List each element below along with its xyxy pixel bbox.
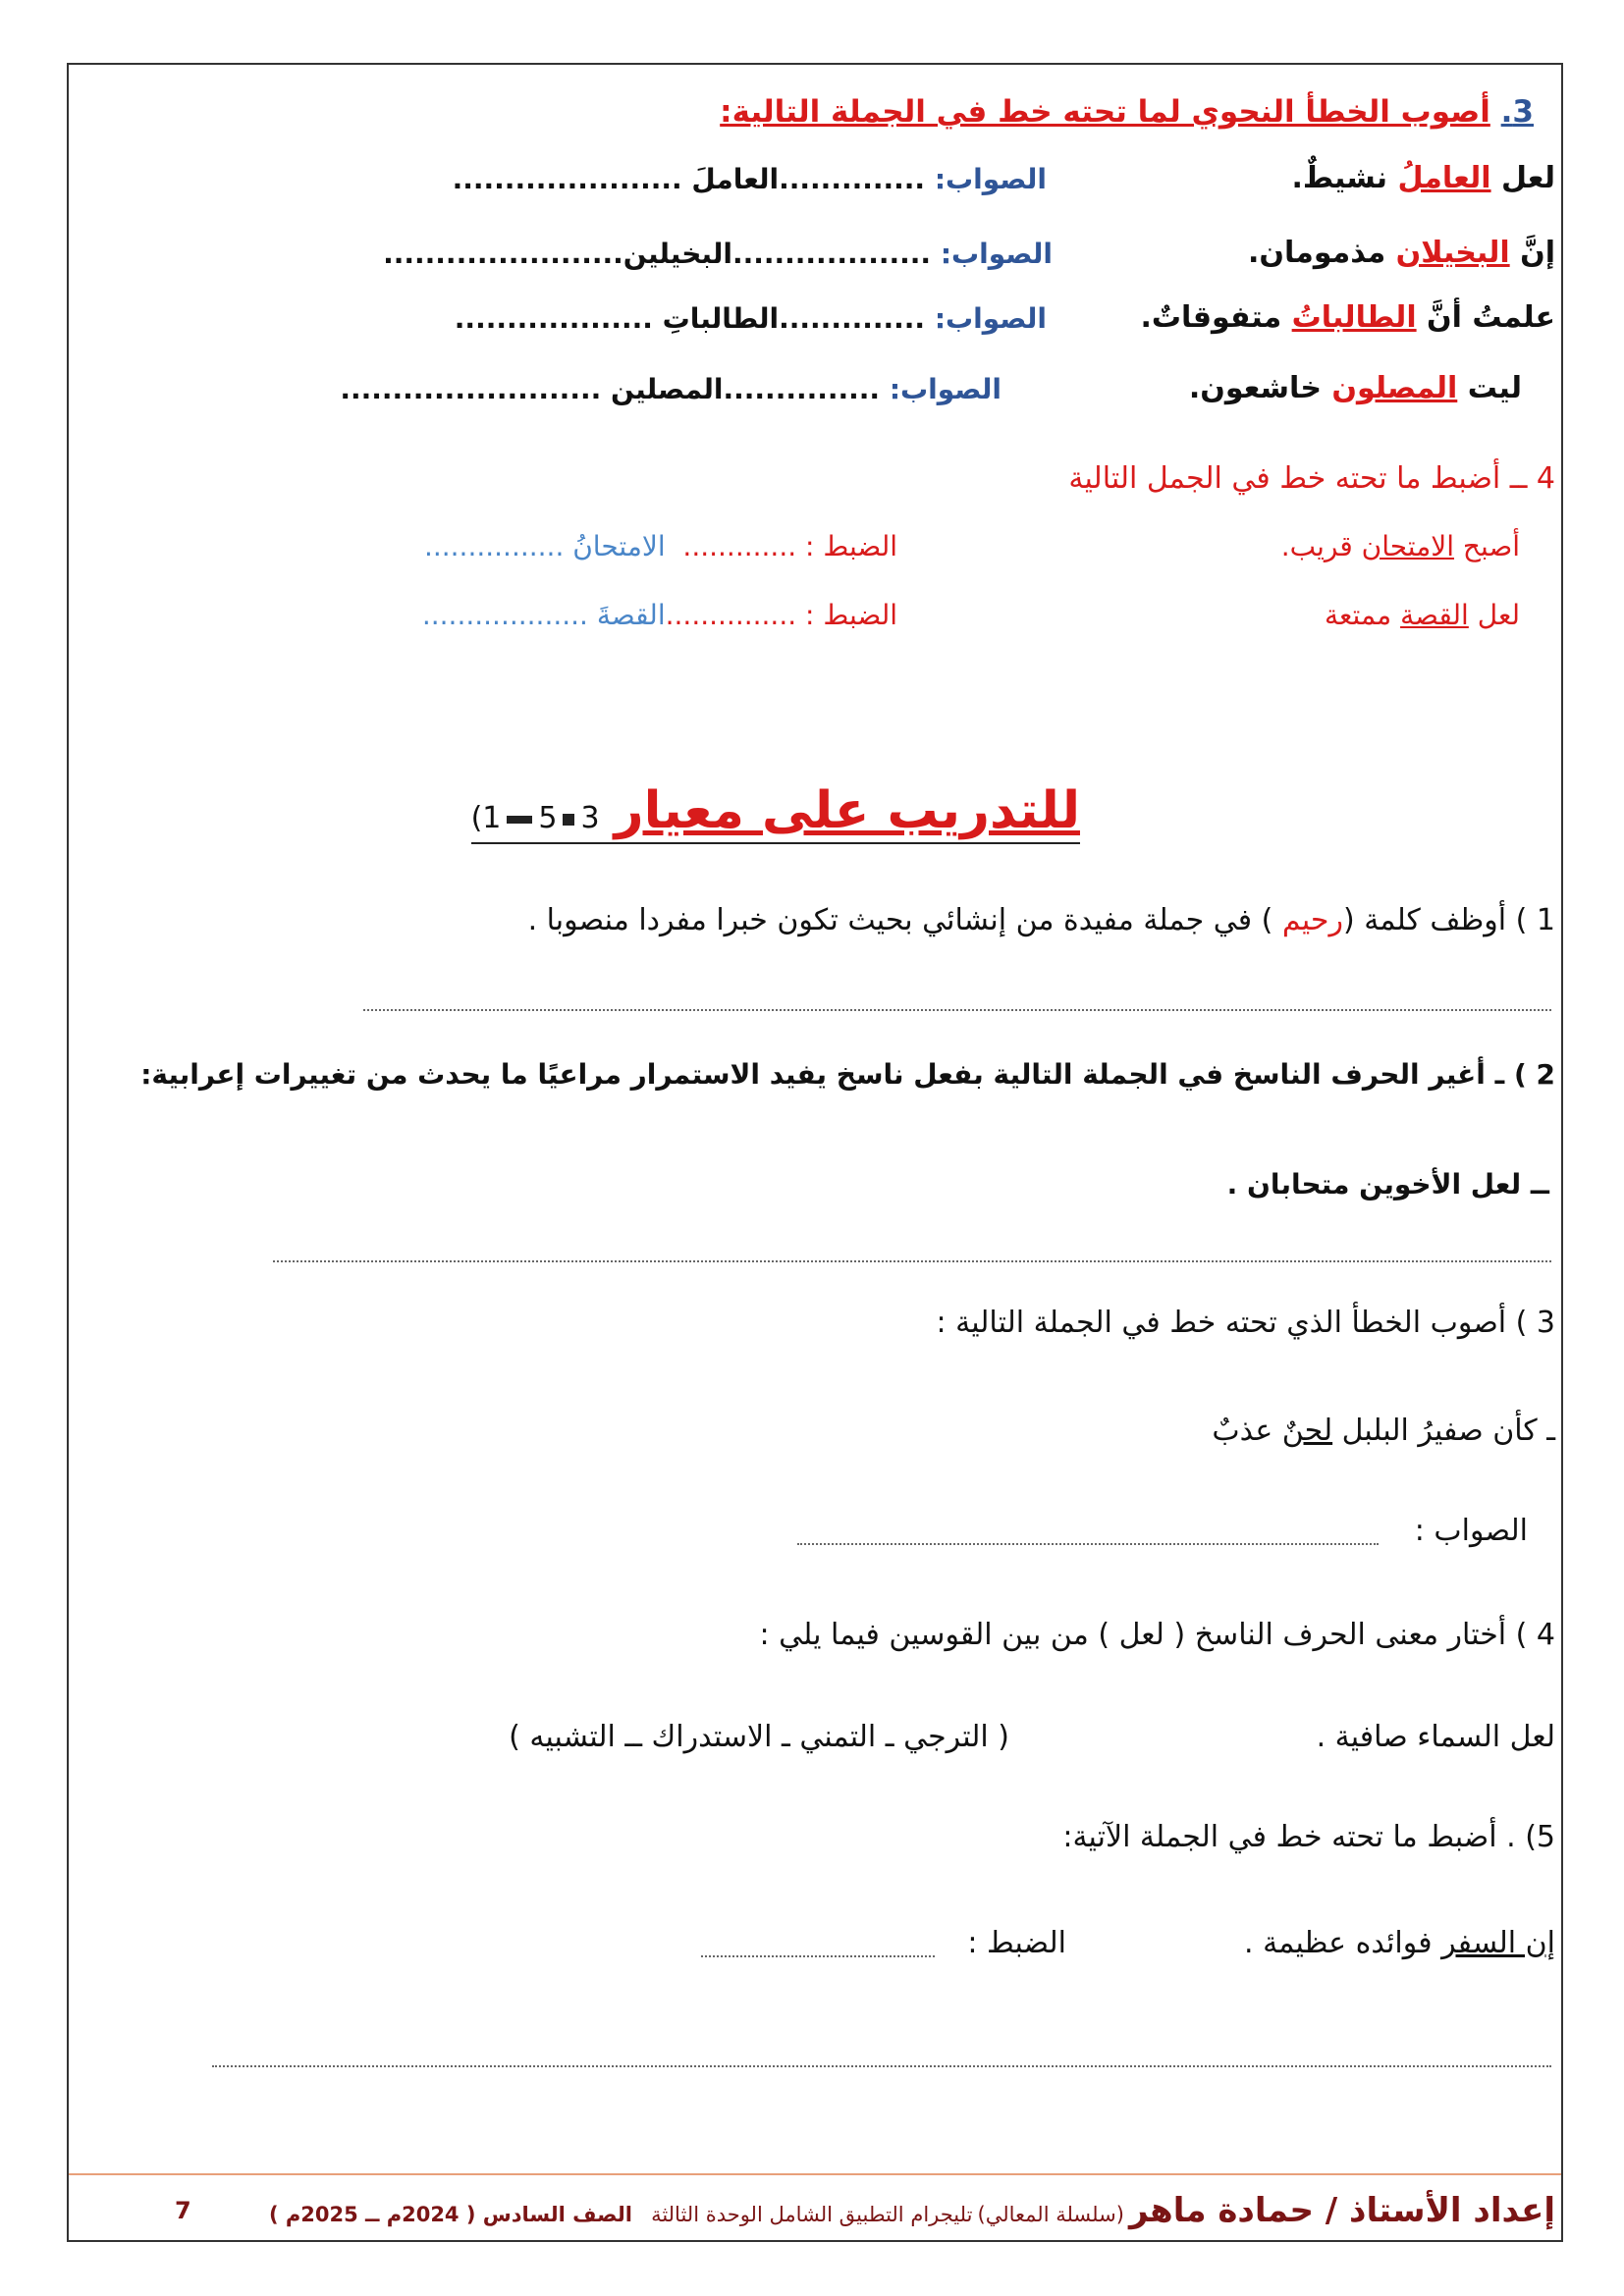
q3-answer-2: الصواب: ...................البخيلين....................... <box>383 238 1053 270</box>
footer-series: (سلسلة المعالي) <box>977 2203 1124 2226</box>
exercise-3-sentence: ـ كأن صفيرُ البلبل لحنٌ عذبٌ <box>1212 1414 1555 1448</box>
q3-sentence-1: لعل العاملُ نشيطٌ. <box>1291 161 1555 195</box>
footer-grade: الصف السادس ( 2024م ــ 2025م ) <box>268 2203 632 2226</box>
answer-line-6[interactable] <box>212 2065 1551 2067</box>
footer-channel: تليجرام التطبيق الشامل الوحدة الثالثة <box>651 2203 973 2226</box>
q3-answer-1: الصواب: ..............العاملَ ...................... <box>452 163 1047 195</box>
exercise-4: 4 ) أختار معنى الحرف الناسخ ( لعل ) من بين القوسين فيما يلي : <box>759 1618 1555 1652</box>
q4-title: 4 ــ أضبط ما تحته خط في الجمل التالية <box>1068 461 1555 496</box>
q4-answer-1: الضبط : ............. الامتحانُ ................ <box>423 530 897 562</box>
exercise-2: 2 ) ـ أغير الحرف الناسخ في الجملة التالية بفعل ناسخ يفيد الاستمرار مراعيًا ما يحدث من تغييرات إعرابية: <box>140 1058 1555 1091</box>
q3-answer-3: الصواب: ..............الطالباتِ ................... <box>454 302 1047 335</box>
exercise-1: 1 ) أوظف كلمة (رحيم ) في جملة مفيدة من إنشائي بحيث تكون خبرا مفردا منصوبا . <box>527 903 1555 937</box>
page-number: 7 <box>175 2197 191 2224</box>
standard-code: 351) <box>470 801 600 835</box>
q3-sentence-3: علمتُ أنَّ الطالباتُ متفوقاتٌ. <box>1140 300 1555 335</box>
q3-sentence-2: إنَّ البخيلان مذمومان. <box>1248 236 1555 270</box>
exercise-5-sentence: إن السفر فوائده عظيمة . <box>1244 1926 1555 1960</box>
exercise-4-sentence: لعل السماء صافية . <box>1316 1720 1555 1754</box>
q4-sentence-2: لعل القصة ممتعة <box>1325 599 1520 631</box>
q3-answer-4: الصواب: ...............المصلين ......................... <box>340 373 1001 405</box>
q3-number: 3. <box>1500 94 1534 130</box>
q3-sentence-4: ليت المصلون خاشعون. <box>1188 371 1522 405</box>
exercise-3: 3 ) أصوب الخطأ الذي تحته خط في الجملة التالية : <box>936 1306 1555 1340</box>
exercise-4-options: ( الترجي ـ التمني ـ الاستدراك ــ التشبيه ) <box>509 1720 1009 1754</box>
exercise-3-answer-label: الصواب : <box>1414 1514 1528 1548</box>
q3-heading <box>720 94 1534 130</box>
answer-line-5[interactable] <box>701 1955 935 1957</box>
q4-answer-2: الضبط : ...............القصةَ ................... <box>421 599 897 631</box>
q3-title: أصوب الخطأ النحوي لما تحته خط في الجملة التالية: <box>720 94 1490 130</box>
answer-line-2[interactable] <box>273 1260 1551 1262</box>
answer-line-1[interactable] <box>363 1009 1551 1011</box>
footer-author: إعداد الأستاذ / حمادة ماهر <box>1128 2191 1555 2230</box>
answer-line-3[interactable] <box>797 1543 1379 1545</box>
q4-sentence-1: أصبح الامتحان قريب. <box>1280 530 1520 562</box>
exercise-2-sentence: ــ لعل الأخوين متحابان . <box>1226 1168 1549 1201</box>
training-heading <box>471 781 1080 844</box>
training-title: للتدريب على معيار <box>614 781 1080 840</box>
exercise-5-label: الضبط : <box>967 1926 1066 1960</box>
footer-divider <box>69 2173 1561 2175</box>
exercise-5: 5) . أضبط ما تحته خط في الجملة الآتية: <box>1062 1820 1555 1854</box>
footer <box>269 2191 1555 2230</box>
